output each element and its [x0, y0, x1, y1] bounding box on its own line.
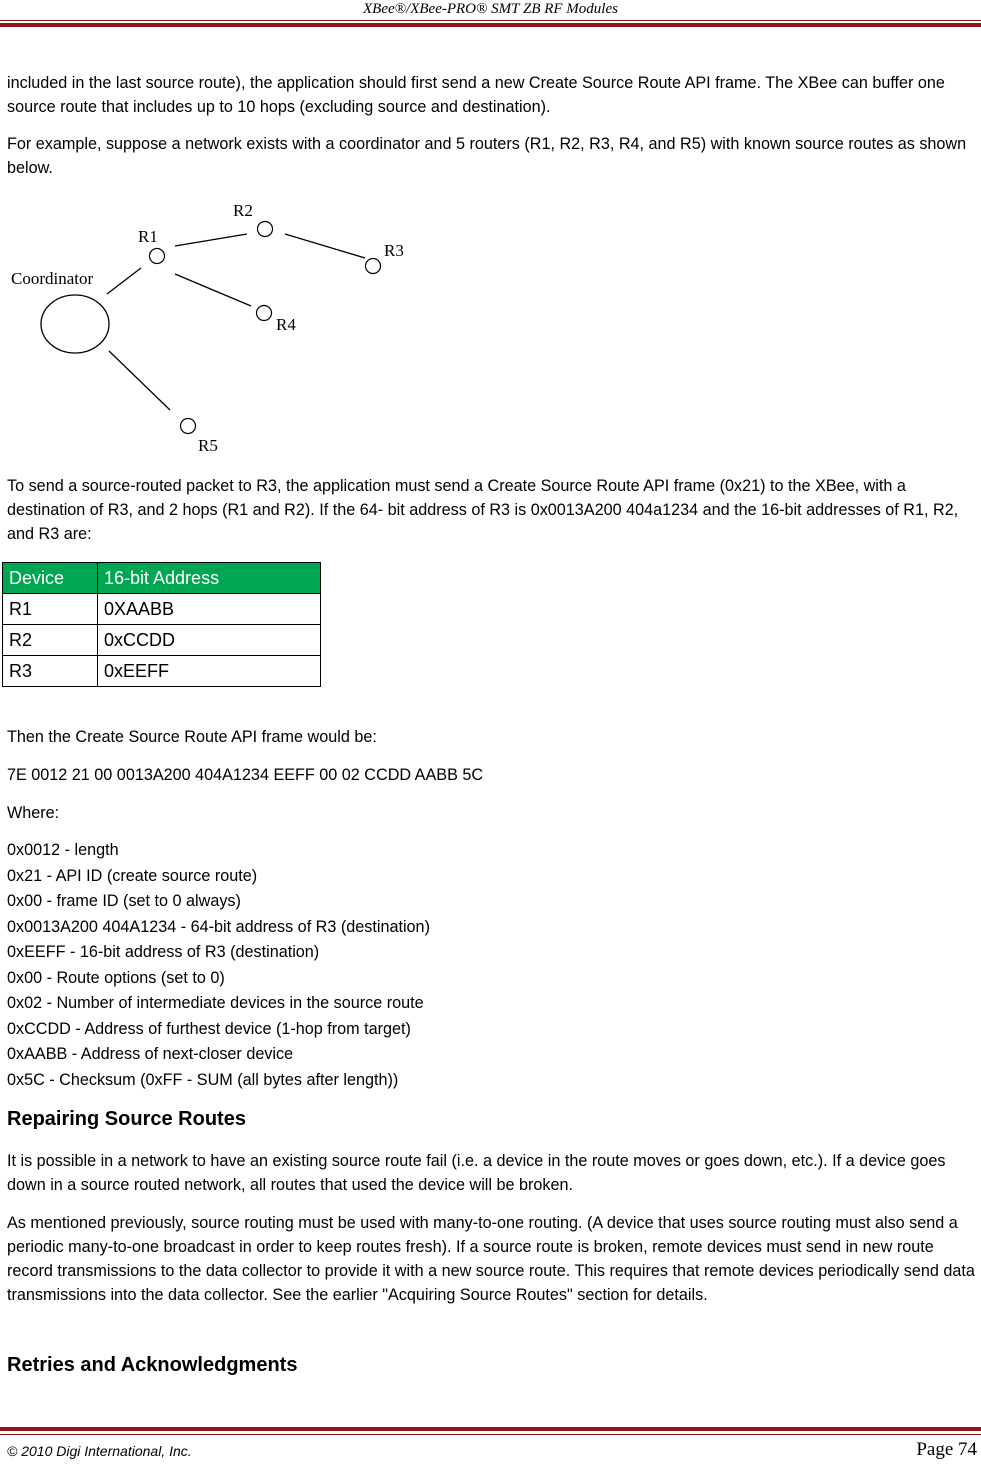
table-row	[3, 656, 321, 687]
where-line: Where:	[7, 804, 60, 822]
footer-copyright: © 2010 Digi International, Inc.	[7, 1443, 192, 1459]
field-line: 0x00 - frame ID (set to 0 always)	[7, 892, 241, 910]
heading-repairing-source-routes: Repairing Source Routes	[7, 1108, 246, 1130]
link-r1-r2	[175, 234, 247, 246]
link-r1-r4	[175, 274, 251, 306]
address-table	[2, 562, 321, 687]
paragraph-example: For example, suppose a network exists with a coordinator and 5 routers (R1, R2, R3, R4, and R5) with known source routes as shown below.	[7, 135, 967, 177]
paragraph-route-fail: It is possible in a network to have an existing source route fail (i.e. a device in the route moves or goes down, etc.). If a device goes down in a source routed network, all routes that used the device will be broken.	[7, 1152, 946, 1194]
r2-node	[258, 222, 273, 237]
field-line: 0xEEFF - 16-bit address of R3 (destination)	[7, 943, 320, 961]
header-rule-thin	[0, 20, 981, 21]
paragraph-intro: included in the last source route), the application should first send a new Create Source Route API frame. The XBee can buffer one source route that includes up to 10 hops (excluding source and destination).	[7, 74, 945, 116]
footer-rule-thick	[0, 1427, 981, 1431]
r4-label: R4	[276, 315, 296, 334]
frame-bytes-line: 7E 0012 21 00 0013A200 404A1234 EEFF 00 02 CCDD AABB 5C	[7, 766, 484, 784]
link-coordinator-r1	[107, 268, 141, 294]
r3-label: R3	[384, 241, 404, 260]
link-r2-r3	[285, 234, 365, 258]
coordinator-label: Coordinator	[11, 269, 94, 288]
table-cell-address: 0XAABB	[98, 594, 321, 625]
then-line: Then the Create Source Route API frame would be:	[7, 728, 377, 746]
field-line: 0xAABB - Address of next-closer device	[7, 1045, 294, 1063]
table-header-row	[3, 563, 321, 594]
r3-node	[366, 259, 381, 274]
table-cell-address: 0xCCDD	[98, 625, 321, 656]
field-line: 0x0013A200 404A1234 - 64-bit address of R3 (destination)	[7, 918, 430, 936]
header-rule-thick	[0, 23, 981, 27]
table-cell-device: R2	[3, 625, 98, 656]
r5-label: R5	[198, 436, 218, 455]
r4-node	[257, 306, 272, 321]
page-header-title: XBee®/XBee-PRO® SMT ZB RF Modules	[363, 1, 618, 17]
field-line: 0x0012 - length	[7, 841, 119, 859]
field-line: 0x21 - API ID (create source route)	[7, 867, 258, 885]
table-cell-device: R1	[3, 594, 98, 625]
table-header-device: Device	[3, 563, 98, 594]
footer-rule-thin	[0, 1434, 981, 1435]
field-line: 0x5C - Checksum (0xFF - SUM (all bytes after length))	[7, 1071, 399, 1089]
r2-label: R2	[233, 201, 253, 220]
table-row	[3, 625, 321, 656]
table-row	[3, 594, 321, 625]
table-header-address: 16-bit Address	[98, 563, 321, 594]
paragraph-send-source-routed: To send a source-routed packet to R3, the application must send a Create Source Route API frame (0x21) to the XBee, with a destination of R3, and 2 hops (R1 and R2). If the 64- bit address of R3 is 0x0013A200 404a1234 and the 16-bit addresses of R1, R2, and R3 are:	[7, 477, 959, 543]
field-line: 0x02 - Number of intermediate devices in the source route	[7, 994, 424, 1012]
paragraph-many-to-one: As mentioned previously, source routing must be used with many-to-one routing. (A device that uses source routing must also send a periodic many-to-one broadcast in order to keep routes fresh). If a source route is broken, remote devices must send in new route record transmissions to the data collector to provide it with a new source route. This requires that remote devices periodically send data transmissions into the data collector. See the earlier "Acquiring Source Routes" section for details.	[7, 1214, 975, 1304]
footer-page-number: Page 74	[916, 1439, 977, 1460]
r1-label: R1	[138, 227, 158, 246]
field-line: 0xCCDD - Address of furthest device (1-hop from target)	[7, 1020, 411, 1038]
table-cell-address: 0xEEFF	[98, 656, 321, 687]
r5-node	[181, 419, 196, 434]
r1-node	[150, 249, 165, 264]
link-coordinator-r5	[109, 351, 170, 410]
table-cell-device: R3	[3, 656, 98, 687]
field-line: 0x00 - Route options (set to 0)	[7, 969, 225, 987]
heading-retries-acknowledgments: Retries and Acknowledgments	[7, 1354, 298, 1376]
network-diagram	[0, 196, 420, 458]
coordinator-node	[41, 295, 109, 353]
